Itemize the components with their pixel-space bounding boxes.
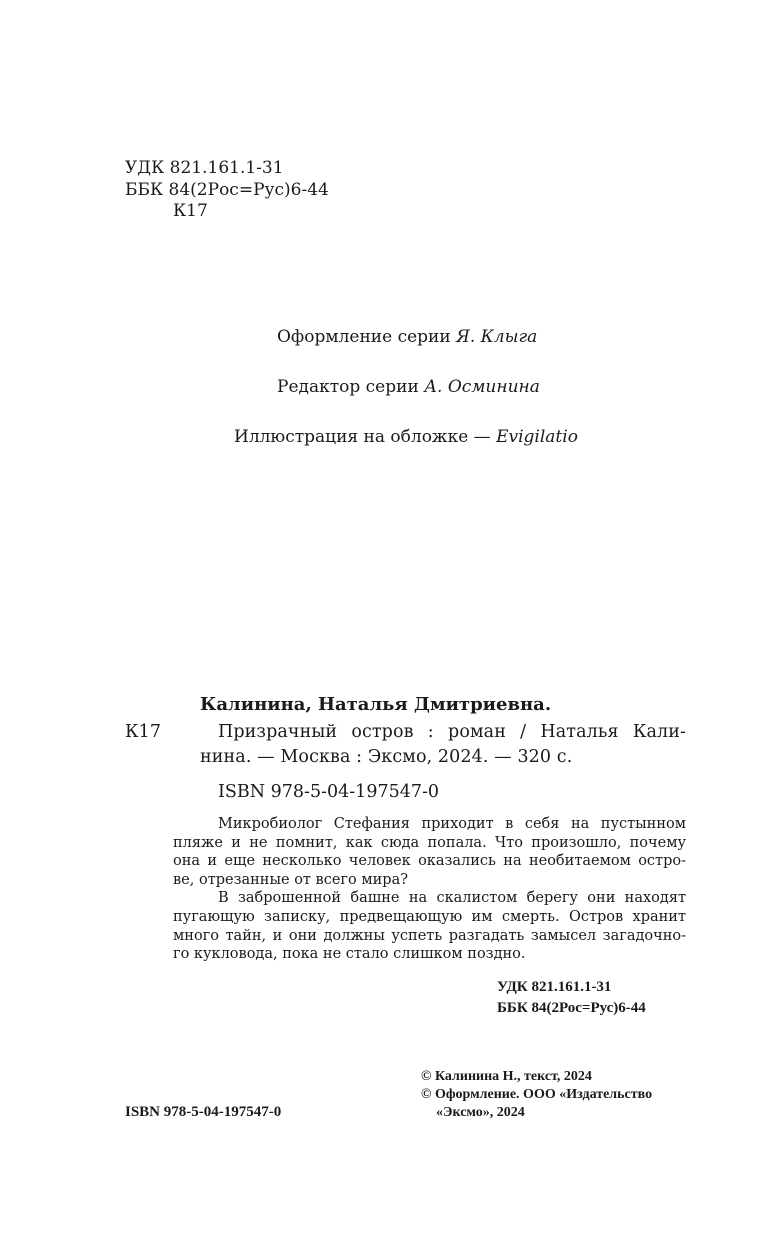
series-editor-name: А. Осминина	[424, 377, 540, 397]
series-design-credit	[277, 327, 537, 347]
card-title-block	[218, 720, 686, 744]
card-author: Калинина, Наталья Дмитриевна.	[200, 694, 552, 715]
card-bbk-code: ББК 84(2Рос=Рус)6-44	[497, 1000, 646, 1016]
udk-code: УДК 821.161.1-31	[125, 158, 284, 178]
card-title-line: Призрачный остров : роман / Наталья Кали-	[218, 722, 686, 742]
card-udk-code: УДК 821.161.1-31	[497, 979, 612, 995]
annotation-line: го кукловода, пока не стало слишком поздно.	[173, 946, 526, 963]
annotation-line: много тайн, и они должны успеть разгадать замысел загадочно-	[173, 927, 686, 944]
annotation-line: Микробиолог Стефания приходит в себя на пустынном	[218, 816, 686, 832]
cover-illustration-name: Evigilatio	[496, 427, 578, 447]
bbk-code: ББК 84(2Рос=Рус)6-44	[125, 180, 329, 200]
annotation-line: пугающую записку, предвещающую им смерть. Остров хранит	[173, 908, 686, 925]
footer-isbn: ISBN 978-5-04-197547-0	[125, 1104, 282, 1120]
cover-illustration-credit	[234, 427, 578, 447]
copyright-design-line: «Эксмо», 2024	[436, 1105, 525, 1120]
series-editor-credit	[277, 377, 540, 397]
annotation-line: В заброшенной башне на скалистом берегу они находят	[218, 890, 686, 907]
copyright-text: © Калинина Н., текст, 2024	[421, 1069, 592, 1084]
card-title-line: нина. — Москва : Эксмо, 2024. — 320 с.	[200, 747, 573, 767]
series-design-label: Оформление серии	[277, 327, 451, 347]
annotation	[173, 815, 686, 964]
annotation-line: ве, отрезанные от всего мира?	[173, 871, 408, 888]
series-design-name: Я. Клыга	[456, 327, 538, 347]
author-mark: К17	[173, 201, 208, 221]
annotation-line: она и еще несколько человек оказались на необитаемом остро-	[173, 853, 686, 870]
series-editor-label: Редактор серии	[277, 377, 419, 397]
cover-illustration-label: Иллюстрация на обложке —	[234, 427, 491, 447]
copyright-design-line: © Оформление. ООО «Издательство	[421, 1087, 653, 1102]
annotation-line: пляже и не помнит, как сюда попала. Что произошло, почему	[173, 834, 686, 851]
card-isbn: ISBN 978-5-04-197547-0	[218, 782, 440, 802]
card-mark: К17	[125, 722, 162, 742]
